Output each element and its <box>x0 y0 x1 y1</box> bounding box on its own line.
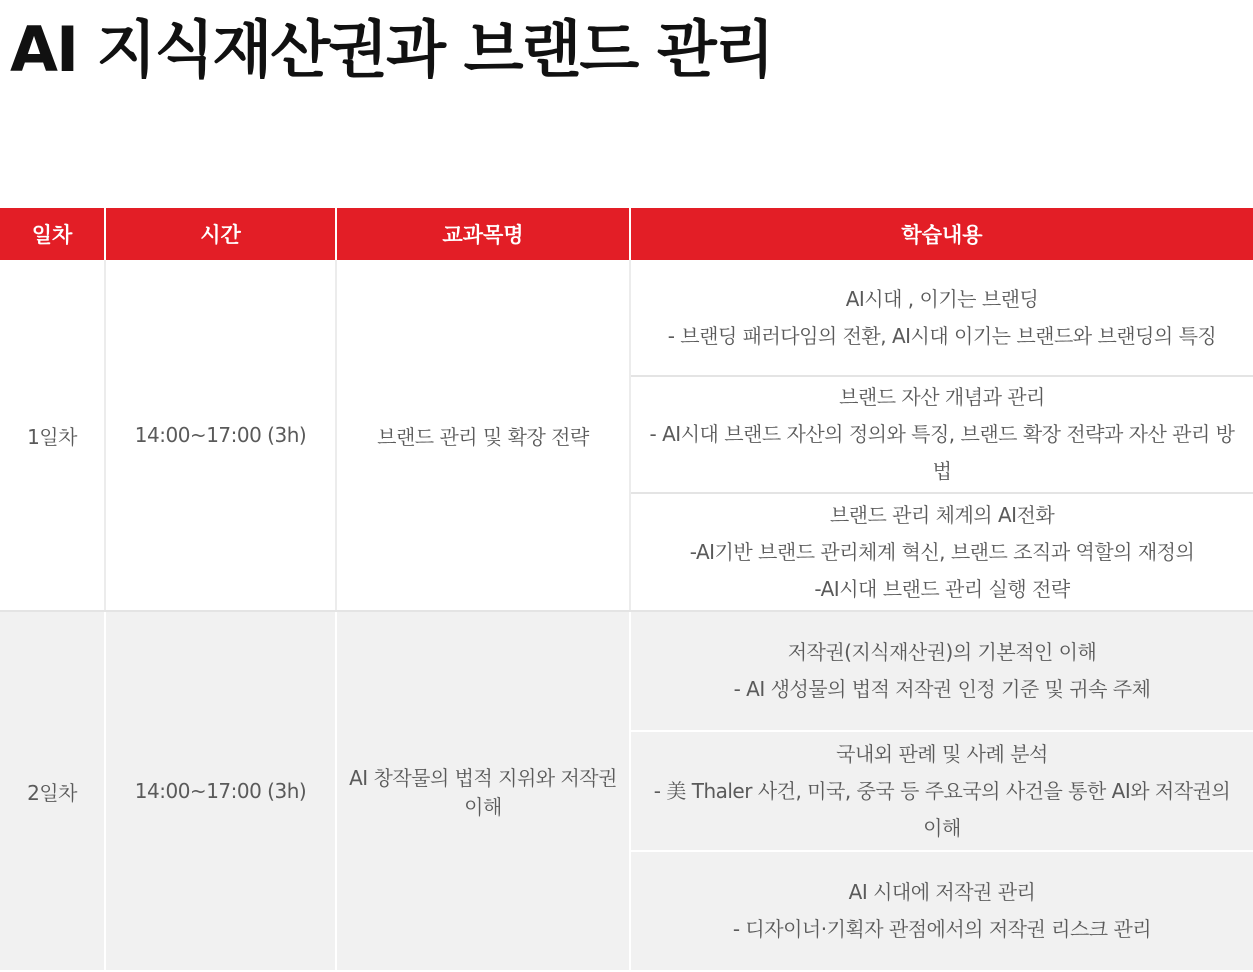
curriculum-table <box>0 208 1253 972</box>
content-cell <box>630 611 1253 731</box>
content-cell <box>630 851 1253 971</box>
topic-description: - 美 Thaler 사건, 미국, 중국 등 주요국의 사건을 통한 AI와 저작권의 이해 <box>653 778 1231 840</box>
table-row-day-2 <box>0 611 1253 731</box>
content-cell <box>630 376 1253 493</box>
topic-block <box>631 279 1253 357</box>
topic-title: 브랜드 자산 개념과 관리 <box>839 385 1045 409</box>
header-subject: 교과목명 <box>336 208 630 260</box>
topic-block <box>631 377 1253 492</box>
topic-block <box>631 495 1253 610</box>
topic-description: - AI 생성물의 법적 저작권 인정 기준 및 귀속 주체 <box>733 677 1151 701</box>
subject-cell: 브랜드 관리 및 확장 전략 <box>336 260 630 611</box>
topic-description: - 디자이너·기획자 관점에서의 저작권 리스크 관리 <box>732 917 1152 941</box>
page-title: AI 지식재산권과 브랜드 관리 <box>10 13 773 86</box>
topic-description: - 브랜딩 패러다임의 전환, AI시대 이기는 브랜드와 브랜딩의 특징 <box>667 323 1217 348</box>
topic-title: 국내외 판례 및 사례 분석 <box>836 741 1048 766</box>
header-content: 학습내용 <box>630 208 1253 260</box>
header-day: 일차 <box>0 208 105 260</box>
topic-title: AI시대 , 이기는 브랜딩 <box>845 286 1039 311</box>
day-cell: 1일차 <box>0 260 105 611</box>
time-cell: 14:00~17:00 (3h) <box>105 611 336 971</box>
content-cell <box>630 731 1253 851</box>
topic-block <box>631 734 1253 849</box>
topic-description-extra: -AI시대 브랜드 관리 실행 전략 <box>814 576 1070 601</box>
table-row-day-1 <box>0 260 1253 376</box>
subject-cell: AI 창작물의 법적 지위와 저작권 이해 <box>336 611 630 971</box>
topic-title: 브랜드 관리 체계의 AI전화 <box>829 502 1055 527</box>
topic-block <box>631 632 1253 710</box>
time-cell: 14:00~17:00 (3h) <box>105 260 336 611</box>
day-cell: 2일차 <box>0 611 105 971</box>
topic-description: - AI시대 브랜드 자산의 정의와 특징, 브랜드 확장 전략과 자산 관리 방법 <box>649 422 1235 483</box>
topic-title: 저작권(지식재산권)의 기본적인 이해 <box>787 640 1097 664</box>
content-cell <box>630 260 1253 376</box>
topic-title: AI 시대에 저작권 관리 <box>848 880 1036 904</box>
topic-block <box>631 872 1253 950</box>
header-time: 시간 <box>105 208 336 260</box>
topic-description: -AI기반 브랜드 관리체계 혁신, 브랜드 조직과 역할의 재정의 <box>689 539 1195 564</box>
content-cell <box>630 493 1253 611</box>
table-header-row <box>0 208 1253 260</box>
